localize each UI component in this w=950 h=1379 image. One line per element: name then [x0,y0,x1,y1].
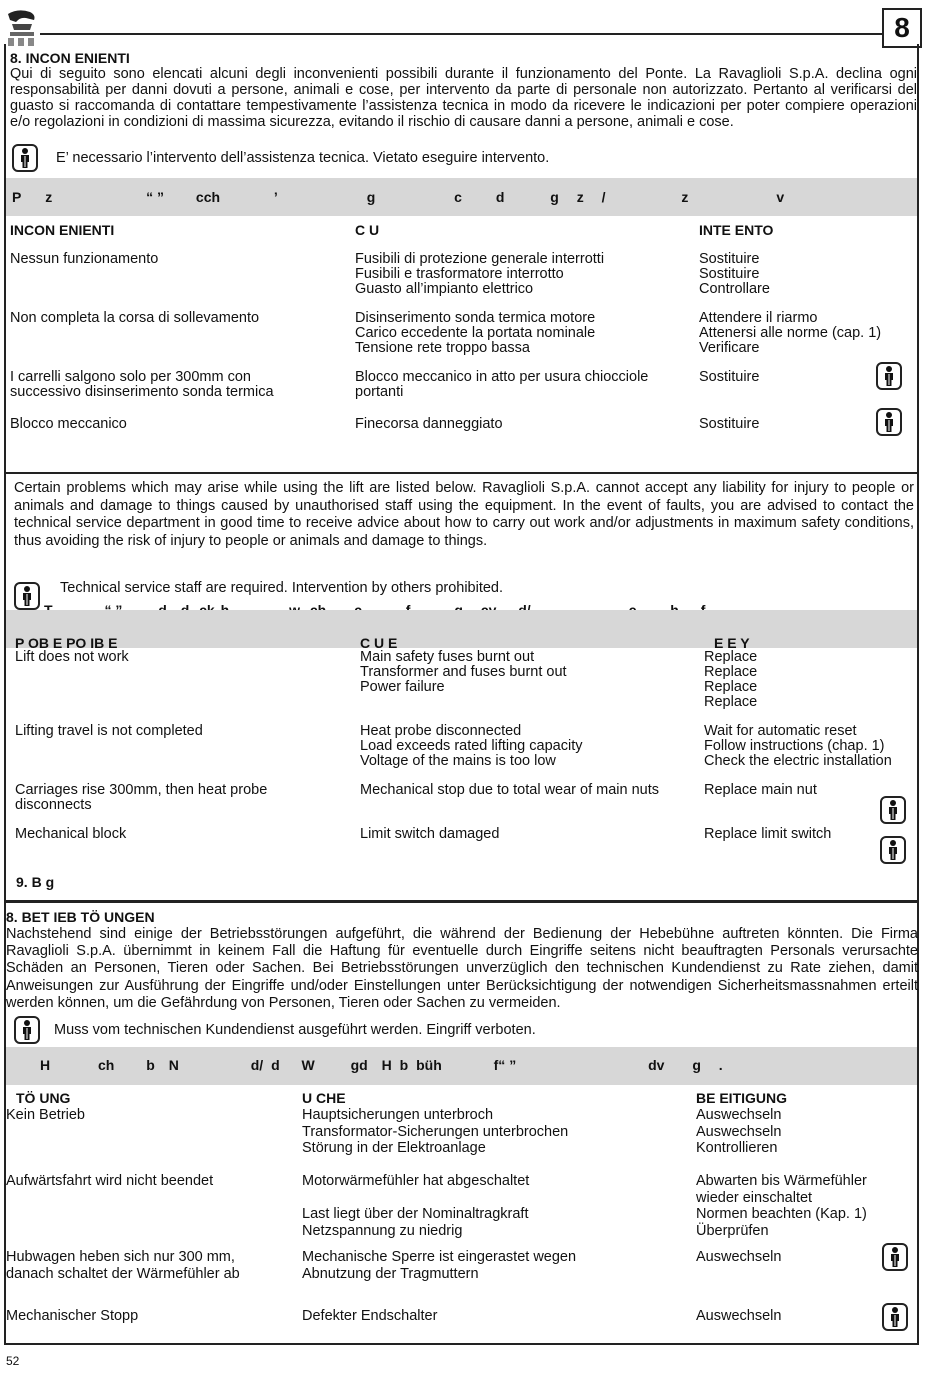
cause-cell: Blocco meccanico in atto per usura chiocciole portanti [355,369,649,400]
tech-note-text: Muss vom technischen Kundendienst ausgeführt werden. Eingriff verboten. [54,1022,536,1038]
remedy-cell: Replace limit switch [704,826,832,842]
technician-icon [14,1016,40,1044]
band-fragment: d [271,1057,280,1073]
brand-logo [4,6,40,48]
remedy-cell: Attendere il riarmo Attenersi alle norme (cap. 1) Verificare [699,310,882,356]
band-fragment: gd [350,1057,368,1073]
instruction-band [6,178,917,216]
technician-icon [882,1303,908,1331]
tech-note [12,144,549,172]
band-fragment: cch [195,189,221,205]
col-header-remedy: BE EITIGUNG [696,1090,788,1106]
problem-cell: Blocco meccanico [10,416,127,432]
tech-note [14,1016,536,1044]
remedy-cell: Replace Replace Replace Replace [704,649,758,710]
problem-cell: Carriages rise 300mm, then heat probe disconnects [15,782,268,813]
band-fragment: N [168,1057,179,1073]
band-fragment: dv [648,1057,665,1073]
intro-paragraph: Certain problems which may arise while using the lift are listed below. Ravaglioli S.p.A. cannot accept any liability for injury to people or animals and damage to things caused by unauthorised staff using the equipment. In the event of faults, you are advised to contact the technical service department in good time to receive advice about how to carry out work and/or adjustments in maximum safety conditions, thus avoiding the risk of injury to people or animals and damage to things. [14,480,914,549]
remedy-cell: Auswechseln [696,1249,782,1265]
cause-cell: Main safety fuses burnt out Transformer and fuses burnt out Power failure [360,649,567,695]
col-header-problem: P OB E PO IB E [15,635,118,651]
band-fragment: W [301,1057,315,1073]
band-fragment: z [681,189,689,205]
technician-icon [880,796,906,824]
section-title: 8. INCON ENIENTI [10,50,130,66]
col-header-problem: TÖ UNG [16,1090,71,1106]
chapter-number: 8 [882,8,922,48]
cause-cell: Heat probe disconnected Load exceeds rated lifting capacity Voltage of the mains is too low [360,723,583,769]
band-fragment: g [692,1057,701,1073]
problem-cell: Kein Betrieb [6,1107,85,1123]
cause-cell: Hauptsicherungen unterbroch Transformator-Sicherungen unterbrochen Störung in der Elektroanlage [302,1107,569,1156]
col-header-cause: U CHE [302,1090,346,1106]
technician-icon [876,408,902,436]
cause-cell: Mechanische Sperre ist eingerastet wegen Abnutzung der Tragmuttern [302,1249,577,1282]
band-fragment: g [366,189,376,205]
cause-cell: Fusibili di protezione generale interrotti Fusibili e trasformatore interrotto Guasto all’impianto elettrico [355,251,605,297]
technician-icon [14,582,40,610]
problem-cell: Nessun funzionamento [10,251,159,267]
problem-cell: Non completa la corsa di sollevamento [10,310,260,326]
remedy-cell: Auswechseln Auswechseln Kontrollieren [696,1107,782,1156]
band-fragment: büh [416,1057,442,1073]
col-header-remedy: E E Y [714,635,750,651]
band-fragment: P [12,189,22,205]
technician-icon [12,144,38,172]
cause-cell: Defekter Endschalter [302,1308,438,1324]
technician-icon [882,1243,908,1271]
band-fragment: g [550,189,559,205]
section-english [4,474,919,902]
band-fragment: ch [98,1057,115,1073]
band-fragment: f“ ” [493,1057,517,1073]
band-fragment: d [495,189,505,205]
cause-cell: Limit switch damaged [360,826,500,842]
band-fragment: H [40,1057,51,1073]
remedy-cell: Sostituire [699,416,760,432]
cause-cell: Finecorsa danneggiato [355,416,503,432]
technician-icon [876,362,902,390]
band-fragment: v [776,189,785,205]
next-chapter-title: 9. B g [16,874,55,890]
col-header-remedy: INTE ENTO [699,222,774,238]
band-fragment: z [576,189,584,205]
tech-note-text: Technical service staff are required. Intervention by others prohibited. [60,580,504,596]
cause-cell: Motorwärmefühler hat abgeschaltet Last liegt über der Nominaltragkraft Netzspannung zu niedrig [302,1173,530,1239]
tech-note [14,574,503,602]
col-header-problem: INCON ENIENTI [10,222,115,238]
cause-cell: Disinserimento sonda termica motore Carico eccedente la portata nominale Tensione rete troppo bassa [355,310,596,356]
remedy-cell: Abwarten bis Wärmefühler wieder einschaltet Normen beachten (Kap. 1) Überprüfen [696,1173,867,1239]
problem-cell: Lift does not work [15,649,129,665]
header-rule [40,33,882,35]
remedy-cell: Replace main nut [704,782,817,798]
intro-paragraph: Nachstehend sind einige der Betriebsstörungen aufgeführt, die während der Bedienung der Hebebühne auftreten könnten. Die Firma Ravaglioli S.p.A. übernimmt in keinem Fall die Haftung für eventuelle durch Eingriffe seitens nicht beauftragten Personals verursachte Schäden an Personen, Tieren oder Sachen. Bei Betriebsstörungen unverzüglich den technischen Kundendienst zu Rate ziehen, damit Anweisungen zur Ausführung der Eingriffe und/oder Einstellungen unter Berücksichtigung der notwendigen Sicherheitsmassnahmen erteilt werden können, um die Gefährdung von Personen, Tieren oder Sachen zu vermeiden. [6,926,918,1011]
remedy-cell: Sostituire [699,369,760,385]
band-fragment: d/ [250,1057,264,1073]
band-fragment: z [45,189,53,205]
remedy-cell: Auswechseln [696,1308,782,1324]
band-fragment: ’ [273,189,278,205]
remedy-cell: Wait for automatic reset Follow instructions (chap. 1) Check the electric installation [704,723,892,769]
table-header-band [6,610,917,648]
tech-note-text: E’ necessario l’intervento dell’assistenza tecnica. Vietato eseguire intervento. [56,150,550,166]
band-fragment: b [146,1057,155,1073]
band-fragment: H [381,1057,392,1073]
band-fragment: b [399,1057,409,1073]
page-number: 52 [6,1354,20,1368]
section-german [4,901,919,1345]
band-fragment: / [601,189,606,205]
section-italian [4,44,919,474]
technician-icon [880,836,906,864]
section-title: 8. BET IEB TÖ UNGEN [6,909,155,925]
band-fragment: c [454,189,462,205]
problem-cell: Lifting travel is not completed [15,723,203,739]
remedy-cell: Sostituire Sostituire Controllare [699,251,770,297]
band-fragment: “ ” [146,189,165,205]
col-header-cause: C U [355,222,380,238]
problem-cell: Mechanischer Stopp [6,1308,139,1324]
col-header-cause: C U E [360,635,398,651]
problem-cell: I carrelli salgono solo per 300mm con successivo disinserimento sonda termica [10,369,274,400]
band-fragment: . [718,1057,723,1073]
problem-cell: Aufwärtsfahrt wird nicht beendet [6,1173,214,1189]
intro-paragraph: Qui di seguito sono elencati alcuni degli inconvenienti possibili durante il funzionamento del Ponte. La Ravaglioli S.p.A. declina ogni responsabilità per danni dovuti a persone, animali e cose, per intervento da parte di personale non autorizzato. Pertanto al verificarsi del guasto si raccomanda di contattare tempestivamente l’assistenza tecnica in modo da ricevere le indicazioni per poter compiere operazioni e/o regolazioni in condizioni di massima sicurezza, evitando il rischio di causare danni a persone, animali e cose. [10,66,917,130]
instruction-band [6,1047,917,1085]
problem-cell: Hubwagen heben sich nur 300 mm, danach schaltet der Wärmefühler ab [6,1249,240,1282]
problem-cell: Mechanical block [15,826,127,842]
cause-cell: Mechanical stop due to total wear of main nuts [360,782,660,798]
